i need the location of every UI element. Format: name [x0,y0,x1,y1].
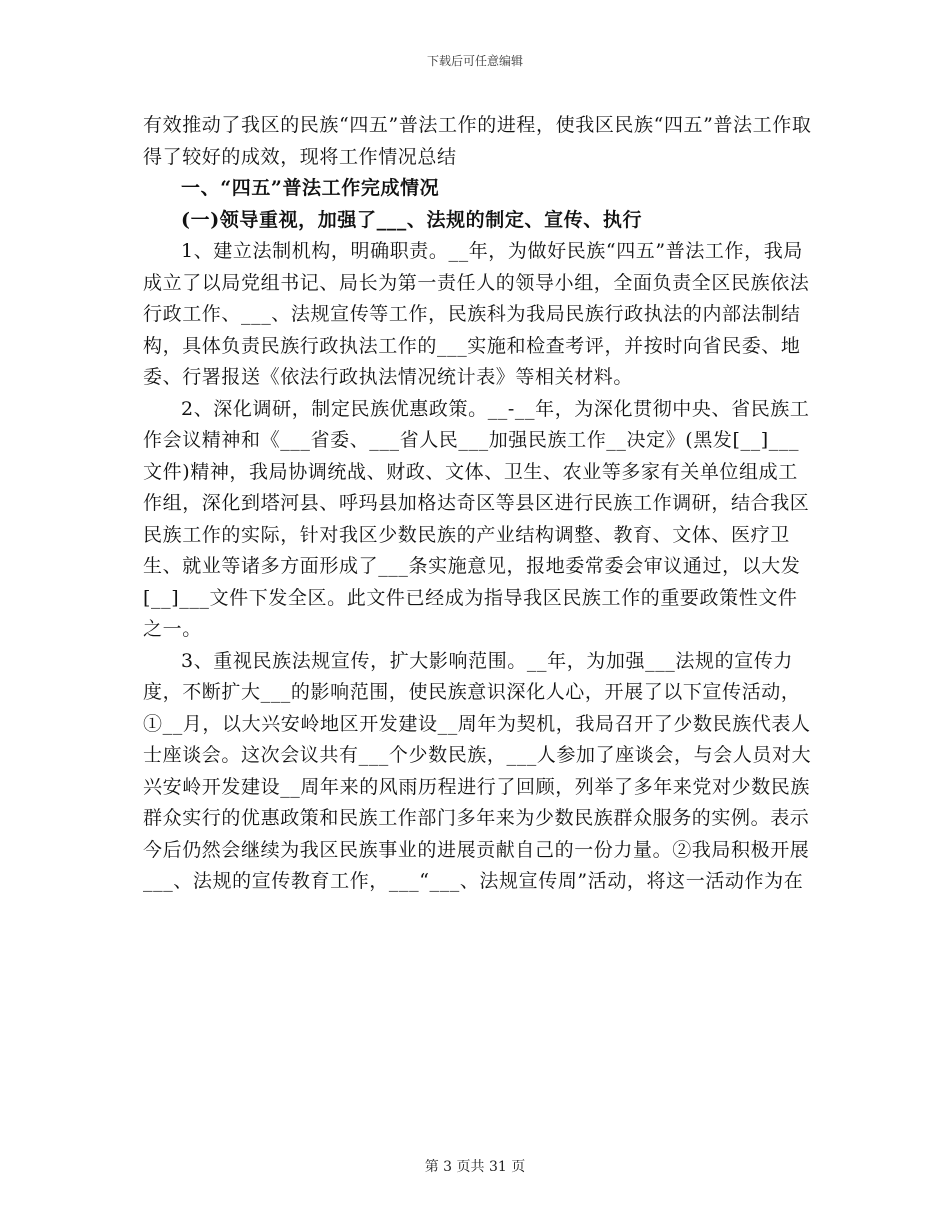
paragraph-3: 3、重视民族法规宣传，扩大影响范围。__年，为加强___法规的宣传力度，不断扩大___的影响范围，使民族意识深化人心，开展了以下宣传活动，①__月，以大兴安岭地区开发建设__周年为契机，我局召开了少数民族代表人士座谈会。这次会议共有___个少数民族，___人参加了座谈会，与会人员对大兴安岭开发建设__周年来的风雨历程进行了回顾，列举了多年来党对少数民族群众实行的优惠政策和民族工作部门多年来为少数民族群众服务的实例。表示今后仍然会继续为我区民族事业的进展贡献自己的一份力量。②我局积极开展___、法规的宣传教育工作，___“___、法规宣传周”活动，将这一活动作为在 [143,649,812,892]
page-header: 下载后可任意编辑 [426,54,523,68]
document-body [143,110,813,898]
subsection-heading: (一)领导重视，加强了___、法规的制定、宣传、执行 [181,208,643,231]
paragraph-2: 2、深化调研，制定民族优惠政策。__-__年，为深化贯彻中央、省民族工作会议精神和《___省委、___省人民___加强民族工作__决定》(黑发[__]___文件)精神，我局协调统战、财政、文体、卫生、农业等多家有关单位组成工作组，深化到塔河县、呼玛县加格达奇区等县区进行民族工作调研，结合我区民族工作的实际，针对我区少数民族的产业结构调整、教育、文体、医疗卫生、就业等诸多方面形成了___条实施意见，报地委常委会审议通过，以大发[__]___文件下发全区。此文件已经成为指导我区民族工作的重要政策性文件之一。 [143,397,810,640]
page-footer: 第 3 页共 31 页 [424,1159,526,1175]
section-heading: 一、“四五”普法工作完成情况 [181,177,440,199]
paragraph-continuation: 有效推动了我区的民族“四五”普法工作的进程，使我区民族“四五”普法工作取得了较好的成效，现将工作情况总结 [143,114,812,168]
paragraph-1: 1、建立法制机构，明确职责。__年，为做好民族“四五”普法工作，我局成立了以局党组书记、局长为第一责任人的领导小组，全面负责全区民族依法行政工作、___、法规宣传等工作，民族科为我局民族行政执法的内部法制结构，具体负责民族行政执法工作的___实施和检查考评，并按时向省民委、地委、行署报送《依法行政执法情况统计表》等相关材料。 [143,240,810,388]
